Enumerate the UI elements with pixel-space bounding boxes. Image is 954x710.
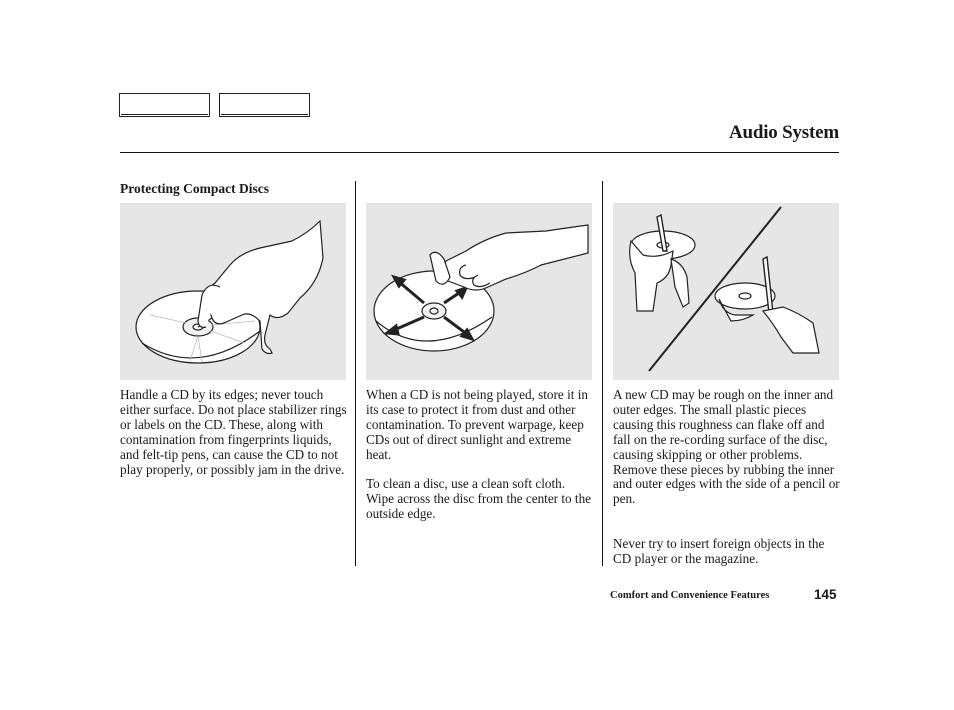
cleaning-cd-with-cloth-icon bbox=[366, 203, 592, 380]
column-divider bbox=[355, 181, 356, 566]
header-rule bbox=[120, 152, 839, 153]
previous-page-button[interactable] bbox=[119, 93, 210, 117]
paragraph-storage: When a CD is not being played, store it in its case to protect it from dust and other contamination. To prevent warpage, keep CDs out of direct sunlight and extreme heat. bbox=[366, 387, 588, 462]
paragraph-cleaning: To clean a disc, use a clean soft cloth. Wipe across the disc from the center to the outside edge. bbox=[366, 476, 592, 521]
page-number: 145 bbox=[814, 587, 837, 602]
paragraph-foreign-objects: Never try to insert foreign objects in the CD player or the magazine. bbox=[613, 536, 825, 566]
hand-with-cloth-graphic bbox=[430, 225, 588, 290]
hand-holding-cd-icon bbox=[120, 203, 346, 380]
paragraph-new-cd-edges: A new CD may be rough on the inner and outer edges. The small plastic pieces causing this roughness can flake off and fall on the re-cording surface of the disc, causing skipping or other problems. Remove these pieces by rubbing the inner and outer edges with the side of a pencil or pen. bbox=[613, 387, 840, 507]
column-divider bbox=[602, 181, 603, 566]
paragraph-handling: Handle a CD by its edges; never touch either surface. Do not place stabilizer rings or labels on the CD. These, along with contamination from fingerprints liquids, and felt-tip pens, can cause the CD to not play properly, or possibly jam in the drive. bbox=[120, 387, 347, 477]
section-heading: Protecting Compact Discs bbox=[120, 181, 269, 196]
next-page-button[interactable] bbox=[219, 93, 310, 117]
page-title: Audio System bbox=[728, 122, 839, 143]
footer-section-label: Comfort and Convenience Features bbox=[610, 590, 770, 601]
deburring-cd-with-pencil-icon bbox=[613, 203, 839, 380]
